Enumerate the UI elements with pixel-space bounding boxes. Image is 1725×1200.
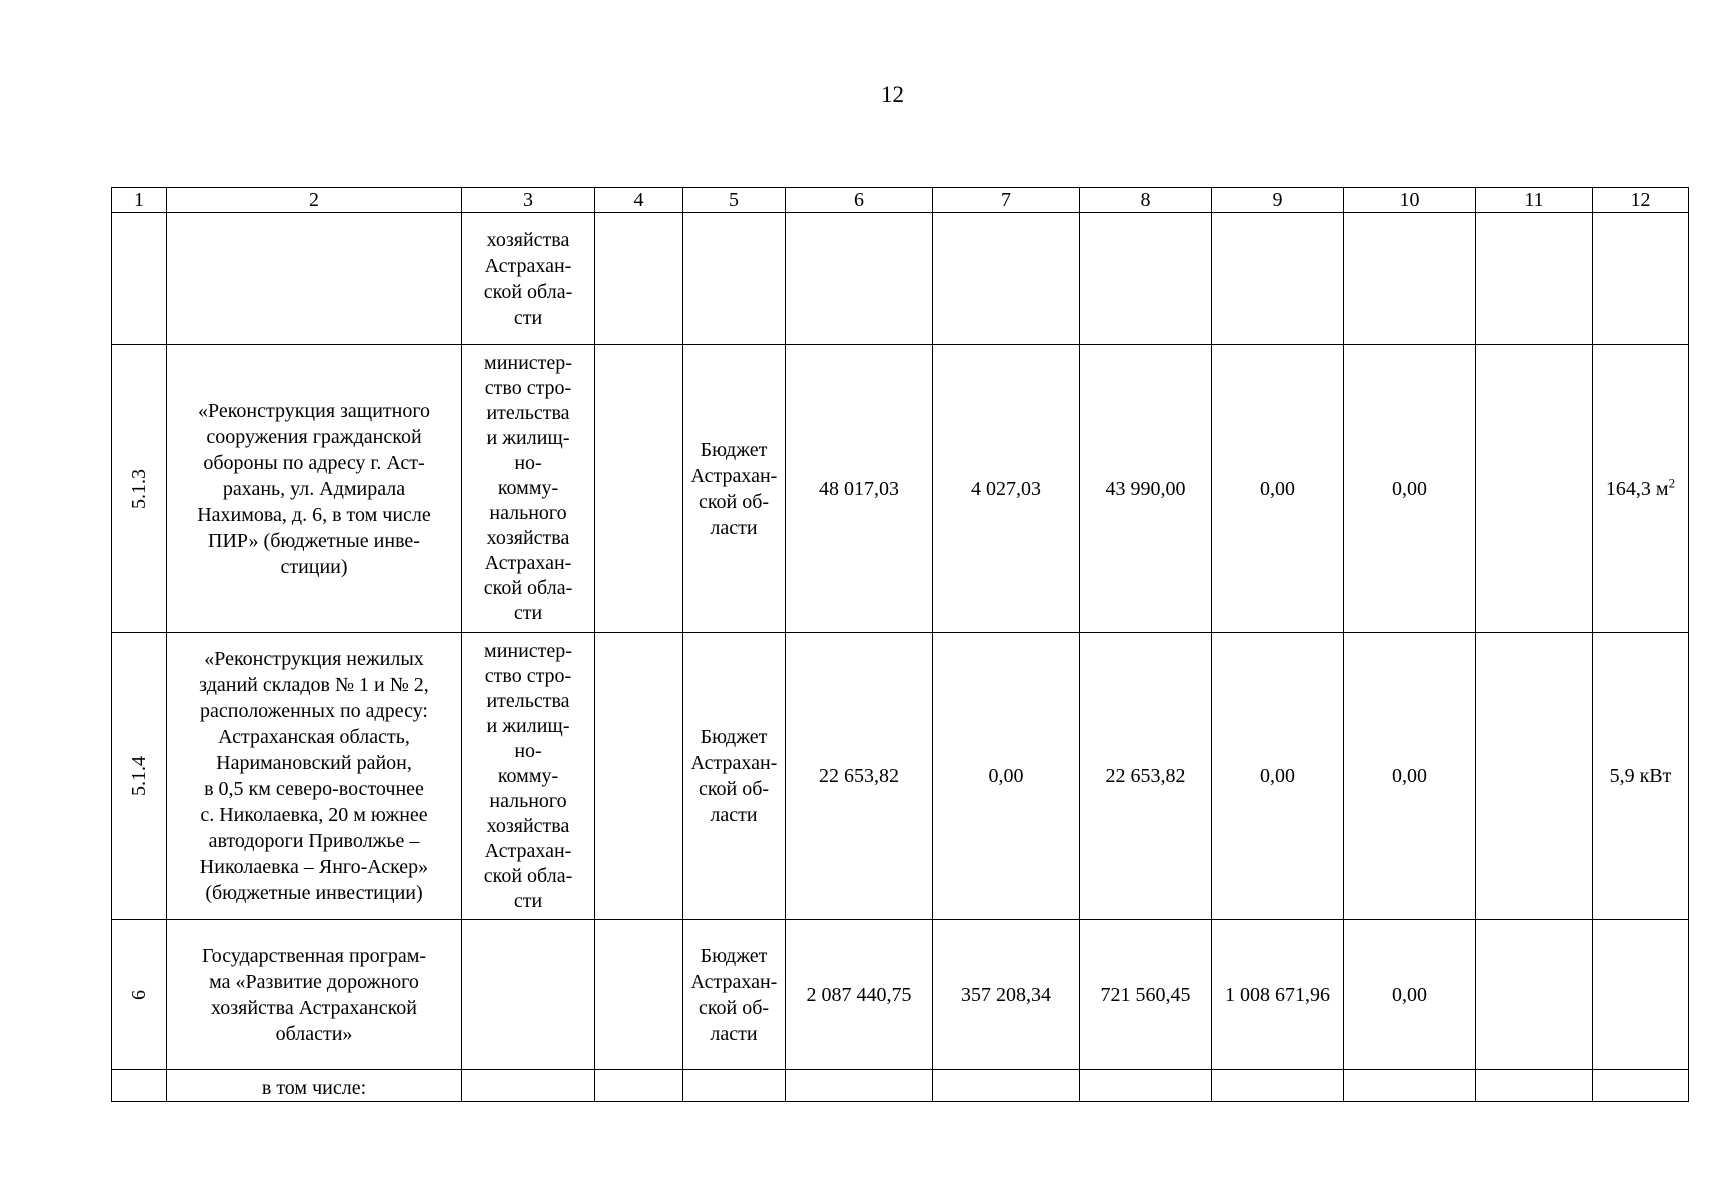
cell-value: 4 027,03 — [971, 477, 1041, 500]
text-line: Астраханская область, — [218, 726, 410, 748]
value-cell-11 — [1476, 920, 1593, 1070]
column-number: 10 — [1344, 188, 1476, 213]
value-cell-7 — [933, 345, 1080, 633]
value-cell-9 — [1212, 920, 1344, 1070]
executor-cell — [462, 213, 595, 345]
cell-value: 1 008 671,96 — [1225, 983, 1330, 1006]
text-line: но- — [514, 452, 542, 474]
text-line: ласти — [710, 1022, 758, 1045]
text-line: комму- — [497, 764, 559, 787]
indicator-cell — [1593, 213, 1689, 345]
text-line: министер- — [484, 352, 572, 374]
text-line: зданий складов № 1 и № 2, — [199, 674, 429, 696]
indicator-cell — [1593, 345, 1689, 633]
value-cell-7 — [933, 920, 1080, 1070]
text-line: ской обла- — [483, 864, 573, 887]
text-line: ма «Развитие дорожного — [209, 970, 419, 993]
cell-value: 0,00 — [1260, 765, 1295, 787]
text-line: стиции) — [280, 555, 348, 578]
value-cell-9 — [1212, 345, 1344, 633]
text-line: сти — [513, 602, 543, 624]
text-line: Николаевка – Янго-Аскер» — [199, 856, 429, 878]
text-line: Астрахан- — [484, 839, 572, 862]
value-cell-11 — [1476, 213, 1593, 345]
text-line: ской обла- — [483, 577, 573, 599]
value-cell-10 — [1344, 633, 1476, 920]
table-row — [112, 920, 1689, 1070]
text-line: сооружения гражданской — [206, 425, 422, 448]
text-line: Астрахан- — [690, 970, 778, 993]
executor-cell — [462, 920, 595, 1070]
program-table — [111, 187, 1689, 1102]
text-line: ПИР» (бюджетные инве- — [208, 529, 420, 552]
column-number: 11 — [1476, 188, 1593, 213]
text-line: рахань, ул. Адмирала — [222, 477, 406, 500]
value-cell-6 — [786, 1070, 933, 1102]
text-line: расположенных по адресу: — [200, 700, 428, 722]
text-line: сти — [513, 889, 543, 912]
row-number-cell — [112, 1070, 167, 1102]
cell-value: 48 017,03 — [819, 477, 899, 500]
column-4-cell — [595, 633, 683, 920]
indicator-cell — [1593, 920, 1689, 1070]
text-line: Бюджет — [700, 944, 768, 967]
column-4-cell — [595, 920, 683, 1070]
value-cell-7 — [933, 213, 1080, 345]
text-line: обороны по адресу г. Аст- — [203, 451, 425, 474]
measure-name-cell — [167, 345, 462, 633]
text-line: ласти — [710, 516, 758, 539]
text-line: области» — [275, 1022, 353, 1045]
text-line: Бюджет — [700, 438, 768, 461]
funding-source-cell — [683, 1070, 786, 1102]
text-line: Астрахан- — [484, 254, 572, 277]
funding-source-cell — [683, 633, 786, 920]
text-line: нального — [489, 502, 567, 524]
text-line: хозяйства — [486, 228, 570, 251]
measure-name-cell — [167, 633, 462, 920]
measure-name-cell — [167, 1070, 462, 1102]
text-line: ской об- — [698, 996, 770, 1019]
text-line: хозяйства — [486, 527, 570, 549]
unit-superscript: 2 — [1668, 474, 1676, 490]
text-line: Государственная програм- — [201, 944, 427, 967]
text-line: Астрахан- — [690, 752, 778, 774]
column-number: 8 — [1080, 188, 1212, 213]
cell-value: 22 653,82 — [1105, 765, 1186, 787]
value-cell-11 — [1476, 345, 1593, 633]
funding-source-cell — [683, 213, 786, 345]
text-line: с. Николаевка, 20 м южнее — [200, 804, 428, 826]
value-cell-11 — [1476, 1070, 1593, 1102]
text-line: ской об- — [698, 490, 770, 513]
text-line: Бюджет — [700, 726, 768, 748]
value-cell-10 — [1344, 1070, 1476, 1102]
cell-value: 721 560,45 — [1100, 983, 1191, 1006]
column-number: 4 — [595, 188, 683, 213]
text-line: но- — [514, 739, 542, 762]
column-number: 1 — [112, 188, 167, 213]
value-cell-6 — [786, 345, 933, 633]
text-line: (бюджетные инвестиции) — [205, 882, 423, 904]
cell-value: 164,3 м — [1605, 477, 1669, 500]
column-number: 2 — [167, 188, 462, 213]
column-number: 7 — [933, 188, 1080, 213]
text-line: и жилищ- — [486, 427, 570, 449]
row-number: 6 — [128, 989, 150, 1000]
executor-cell — [462, 345, 595, 633]
row-number: 5.1.4 — [128, 756, 150, 796]
funding-source-cell — [683, 920, 786, 1070]
value-cell-8 — [1080, 920, 1212, 1070]
value-cell-6 — [786, 213, 933, 345]
page-number: 12 — [881, 82, 904, 107]
text-line: в 0,5 км северо-восточнее — [204, 778, 424, 800]
cell-value: 0,00 — [1392, 765, 1427, 787]
text-line: автодороги Приволжье – — [208, 830, 420, 852]
row-number-cell — [112, 213, 167, 345]
text-line: «Реконструкция нежилых — [204, 648, 424, 670]
cell-value: 43 990,00 — [1105, 477, 1186, 500]
value-cell-10 — [1344, 920, 1476, 1070]
measure-name-cell — [167, 920, 462, 1070]
text-line: Астрахан- — [690, 464, 778, 487]
text-line: ласти — [710, 804, 758, 826]
table-row — [112, 633, 1689, 920]
cell-value: 2 087 440,75 — [806, 983, 912, 1006]
executor-cell — [462, 633, 595, 920]
cell-value: 0,00 — [1260, 477, 1295, 500]
value-cell-6 — [786, 633, 933, 920]
indicator-cell — [1593, 1070, 1689, 1102]
table-row — [112, 345, 1689, 633]
text-line: министер- — [484, 639, 572, 662]
text-line: ской об- — [698, 778, 770, 800]
cell-value: 0,00 — [1392, 477, 1427, 500]
cell-value: 357 208,34 — [961, 983, 1051, 1006]
text-line: нального — [489, 789, 567, 812]
text-line: ство стро- — [484, 664, 572, 687]
column-4-cell — [595, 1070, 683, 1102]
cell-value: 0,00 — [1392, 983, 1427, 1006]
cell-value: 22 653,82 — [819, 765, 899, 787]
text-line: комму- — [497, 477, 559, 499]
row-number-cell — [112, 920, 167, 1070]
value-cell-6 — [786, 920, 933, 1070]
column-4-cell — [595, 213, 683, 345]
value-cell-10 — [1344, 213, 1476, 345]
cell-value: 5,9 кВт — [1609, 765, 1672, 787]
column-number: 12 — [1593, 188, 1689, 213]
column-number: 3 — [462, 188, 595, 213]
table-row — [112, 213, 1689, 345]
measure-name-cell — [167, 213, 462, 345]
row-number: 5.1.3 — [128, 468, 150, 509]
value-cell-11 — [1476, 633, 1593, 920]
text-line: и жилищ- — [486, 714, 570, 737]
executor-cell — [462, 1070, 595, 1102]
text-line: Нахимова, д. 6, в том числе — [197, 503, 431, 526]
text-line: ительства — [486, 402, 570, 424]
value-cell-7 — [933, 1070, 1080, 1102]
text-line: сти — [513, 306, 543, 329]
text-line: хозяйства Астраханской — [211, 996, 417, 1019]
value-cell-9 — [1212, 213, 1344, 345]
text-line: ской обла- — [483, 280, 573, 303]
table-row — [112, 1070, 1689, 1102]
indicator-cell — [1593, 633, 1689, 920]
funding-source-cell — [683, 345, 786, 633]
column-number-row — [112, 188, 1689, 213]
column-number: 6 — [786, 188, 933, 213]
value-cell-8 — [1080, 1070, 1212, 1102]
value-cell-9 — [1212, 633, 1344, 920]
column-number: 5 — [683, 188, 786, 213]
text-line: ительства — [486, 689, 570, 712]
value-cell-8 — [1080, 345, 1212, 633]
value-cell-7 — [933, 633, 1080, 920]
row-number-cell — [112, 345, 167, 633]
text-line: хозяйства — [486, 814, 570, 837]
text-line: Астрахан- — [484, 552, 572, 574]
column-4-cell — [595, 345, 683, 633]
text-line: «Реконструкция защитного — [197, 399, 431, 422]
value-cell-10 — [1344, 345, 1476, 633]
value-cell-8 — [1080, 633, 1212, 920]
text-line: в том числе: — [261, 1077, 367, 1099]
text-line: ство стро- — [484, 377, 572, 399]
column-number: 9 — [1212, 188, 1344, 213]
value-cell-8 — [1080, 213, 1212, 345]
cell-value: 0,00 — [988, 765, 1024, 787]
value-cell-9 — [1212, 1070, 1344, 1102]
text-line: Наримановский район, — [216, 752, 412, 774]
row-number-cell — [112, 633, 167, 920]
